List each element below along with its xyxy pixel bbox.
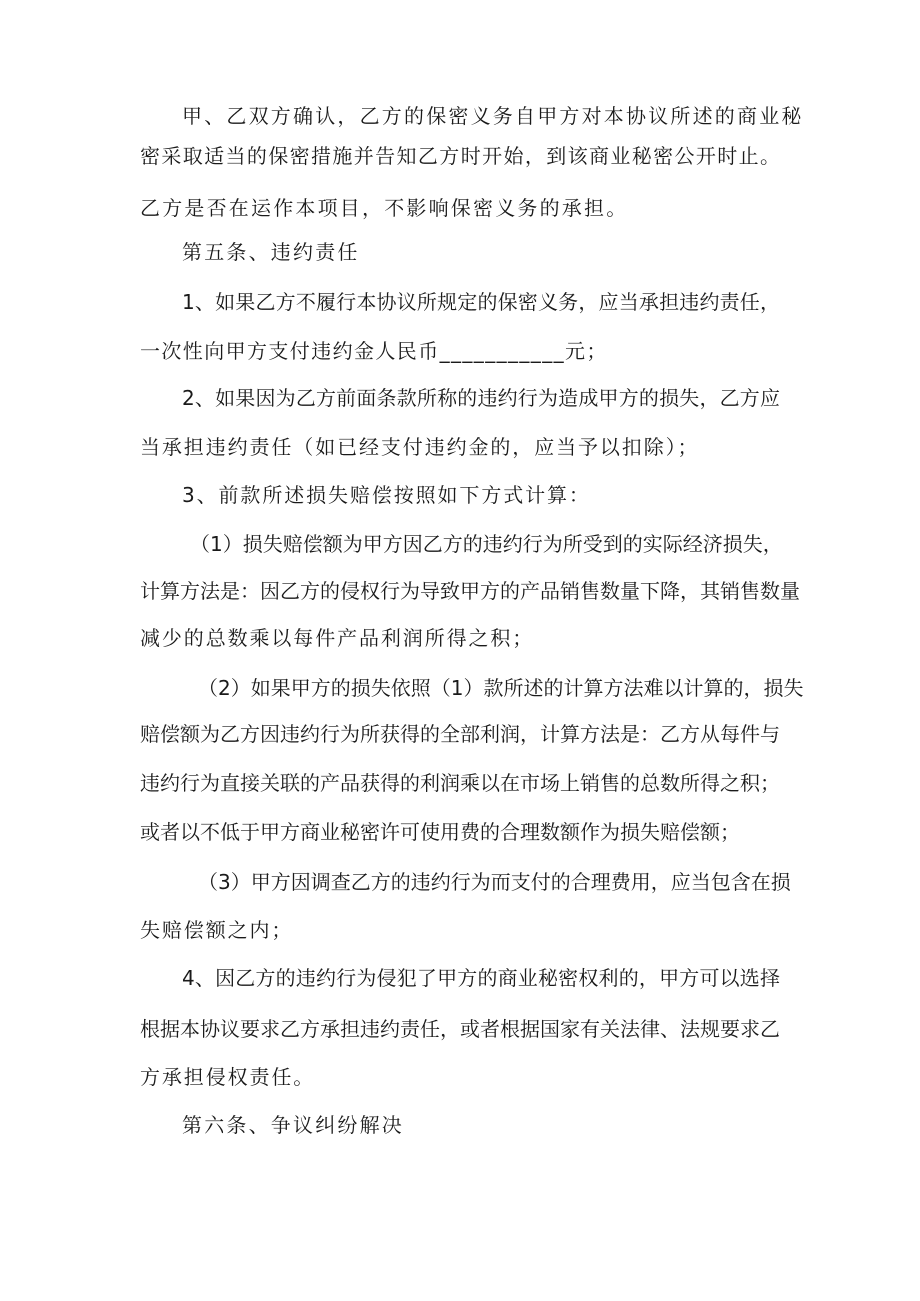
paragraph-line: 2、如果因为乙方前面条款所称的违约行为造成甲方的损失，乙方应 [182, 386, 780, 410]
paragraph-line: 方承担侵权责任。 [140, 1065, 316, 1089]
section-heading: 第五条、违约责任 [182, 240, 360, 264]
paragraph-line: 或者以不低于甲方商业秘密许可使用费的合理数额作为损失赔偿额； [140, 820, 740, 844]
paragraph-line: 当承担违约责任（如已经支付违约金的，应当予以扣除）； [140, 435, 700, 459]
paragraph-line: （3）甲方因调查乙方的违约行为而支付的合理费用，应当包含在损 [198, 870, 791, 894]
paragraph-line: 计算方法是：因乙方的侵权行为导致甲方的产品销售数量下降，其销售数量 [140, 579, 800, 603]
paragraph-line: 失赔偿额之内； [140, 918, 294, 942]
section-heading: 第六条、争议纠纷解决 [182, 1113, 404, 1137]
paragraph-line: 密采取适当的保密措施并告知乙方时开始，到该商业秘密公开时止。 [140, 144, 780, 168]
paragraph-line: 3、前款所述损失赔偿按照如下方式计算： [182, 483, 591, 507]
paragraph-line: 赔偿额为乙方因违约行为所获得的全部利润，计算方法是：乙方从每件与 [140, 722, 780, 746]
paragraph-line: 违约行为直接关联的产品获得的利润乘以在市场上销售的总数所得之积； [140, 771, 780, 795]
paragraph-line: 甲、乙双方确认，乙方的保密义务自甲方对本协议所述的商业秘 [182, 104, 804, 128]
paragraph-line: （1）损失赔偿额为甲方因乙方的违约行为所受到的实际经济损失， [190, 532, 783, 556]
paragraph-line: 一次性向甲方支付违约金人民币___________元； [140, 339, 608, 363]
paragraph-line: 乙方是否在运作本项目，不影响保密义务的承担。 [140, 196, 629, 220]
paragraph-line: 根据本协议要求乙方承担违约责任，或者根据国家有关法律、法规要求乙 [140, 1017, 780, 1041]
paragraph-line: （2）如果甲方的损失依照（1）款所述的计算方法难以计算的，损失 [198, 676, 804, 700]
paragraph-line: 4、因乙方的违约行为侵犯了甲方的商业秘密权利的，甲方可以选择 [182, 966, 780, 990]
paragraph-line: 1、如果乙方不履行本协议所规定的保密义务，应当承担违约责任， [182, 290, 780, 314]
paragraph-line: 减少的总数乘以每件产品利润所得之积； [140, 626, 535, 650]
